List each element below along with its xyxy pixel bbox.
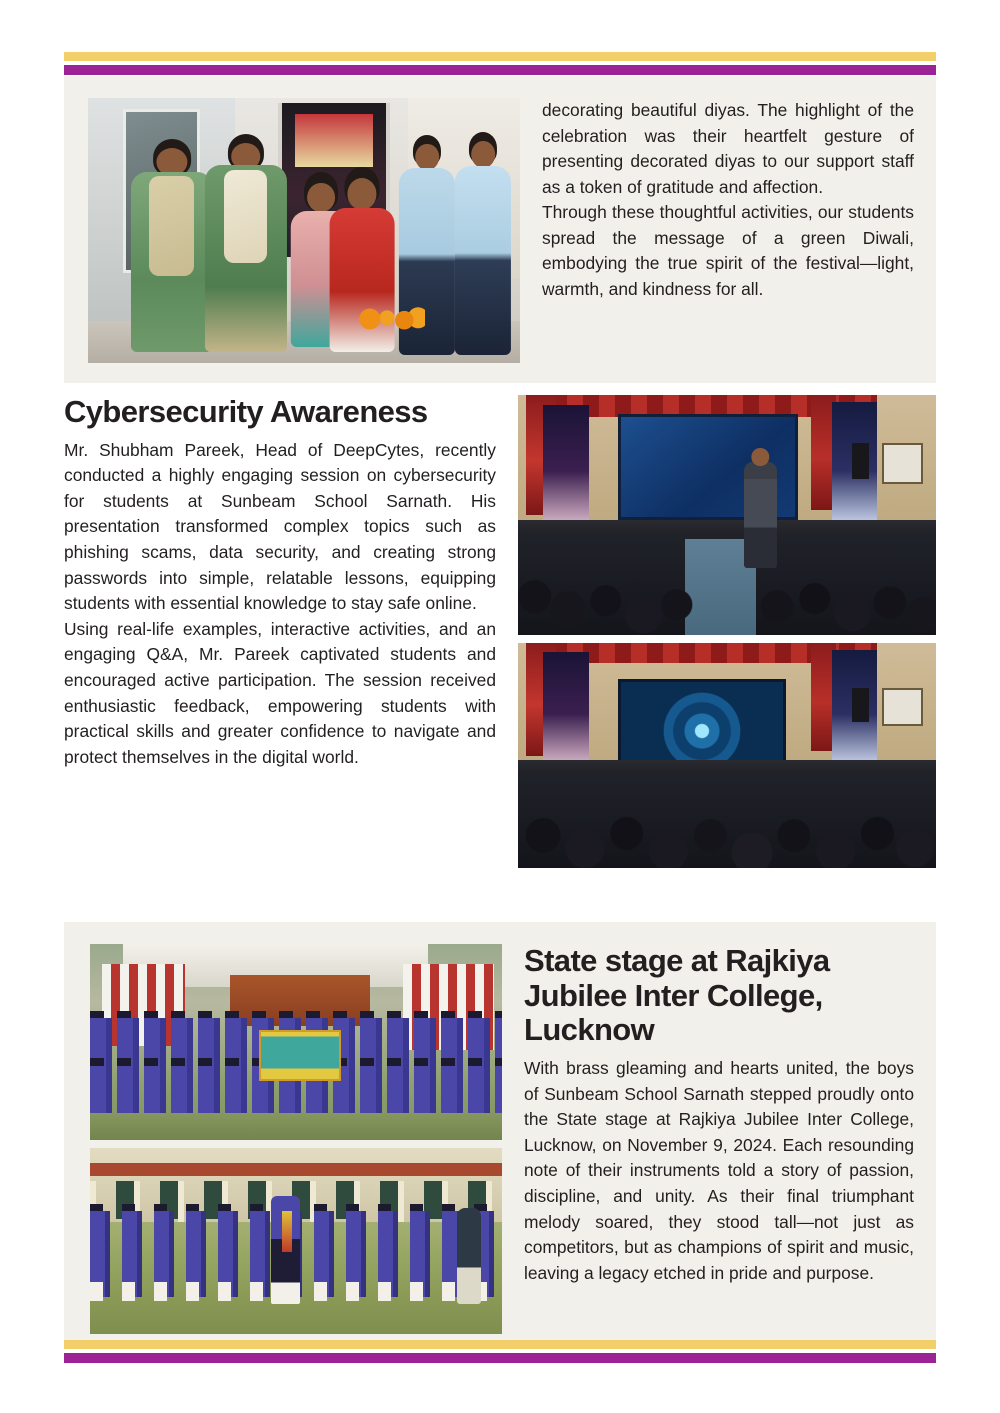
cyber-paragraph-2: Using real-life examples, interactive activities, and an engaging Q&A, Mr. Pareek captivated students and encouraged active participation. The session received enthusiastic feedback, empowering students with practical skills and greater confidence to navigate and protect themselves in the digital world. xyxy=(64,618,496,767)
photo-seated-students xyxy=(518,534,936,635)
photo-wall-speaker xyxy=(852,443,869,479)
dupatta-shape xyxy=(224,170,267,263)
photo-wall-portrait xyxy=(882,443,924,484)
cyber-paragraph-1: Mr. Shubham Pareek, Head of DeepCytes, recently conducted a highly engaging session on cybersecurity for students at Sunbeam School Sarnath. His presentation transformed complex topics such as phishing scams, data security, and creating strong passwords into simple, relatable lessons, equipping students with essential knowledge to stay safe online. xyxy=(64,439,496,614)
photo-wall-speaker xyxy=(852,688,869,722)
photo-band-group xyxy=(90,944,502,1140)
bottom-stripe-band xyxy=(64,1340,936,1363)
photo-diya-presentation xyxy=(88,98,520,363)
band-text-column xyxy=(524,944,914,1318)
photo-wall-poster xyxy=(295,114,373,167)
band-photo-column xyxy=(90,944,502,1318)
photo-person-student-boy-2 xyxy=(455,130,511,355)
photo-cyber-session-screen xyxy=(518,643,936,868)
section-state-stage xyxy=(64,922,936,1340)
diwali-paragraph-2: Through these thoughtful activities, our students spread the message of a green Diwali, embodying the true spirit of the festival—light, warmth, and kindness for all. xyxy=(542,202,914,300)
body-shape xyxy=(455,166,511,355)
photo-wall-portrait xyxy=(882,688,924,726)
photo-standee-left xyxy=(543,405,589,525)
cyber-text-column xyxy=(64,395,496,905)
photo-building-roof xyxy=(90,1163,502,1176)
purple-stripe-bottom xyxy=(64,1353,936,1363)
head-shape xyxy=(471,141,495,168)
head-shape xyxy=(348,178,377,210)
diwali-paragraph-1: decorating beautiful diyas. The highlight of the celebration was their heartfelt gesture of presenting decorated diyas to our support staff as a token of gratitude and affection. xyxy=(542,100,914,197)
photo-cyber-session-speaker xyxy=(518,395,936,635)
photo-leader-sash xyxy=(282,1211,292,1252)
diwali-photo-wrapper xyxy=(88,98,520,361)
section-diwali xyxy=(64,76,936,383)
photo-person-teacher-2 xyxy=(205,130,287,353)
photo-band-field xyxy=(90,1148,502,1334)
cyber-photo-column xyxy=(518,395,936,905)
section-cybersecurity xyxy=(64,395,936,905)
state-stage-paragraph-1: With brass gleaming and hearts united, the boys of Sunbeam School Sarnath stepped proudly onto the State stage at Rajkiya Jubilee Inter College, Lucknow, on November 9, 2024. Each resounding note of their instruments told a story of passion, discipline, and unity. As their final triumphant melody soared, they stood tall—not just as competitors, but as champions of spirit and music, leaving a legacy etched in pride and purpose. xyxy=(524,1058,914,1283)
head-shape xyxy=(415,144,439,171)
photo-person-teacher-1 xyxy=(131,135,213,352)
yellow-stripe-top xyxy=(64,52,936,61)
photo-spacer xyxy=(518,635,936,643)
top-stripe-band xyxy=(64,52,936,75)
photo-marigold-flowers xyxy=(356,307,425,331)
yellow-stripe-bottom xyxy=(64,1340,936,1349)
cybersecurity-heading: Cybersecurity Awareness xyxy=(64,394,428,429)
state-stage-heading: State stage at Rajkiya Jubilee Inter College, Lucknow xyxy=(524,943,830,1048)
photo-team-banner xyxy=(259,1030,341,1081)
diwali-text-column xyxy=(542,98,914,361)
photo-grass-ground xyxy=(90,1113,502,1140)
photo-teacher-figure xyxy=(457,1208,482,1305)
photo-spacer xyxy=(90,1140,502,1148)
photo-seated-students xyxy=(518,760,936,868)
purple-stripe-top xyxy=(64,65,936,75)
photo-standee-left xyxy=(543,652,589,765)
dupatta-shape xyxy=(149,176,193,276)
